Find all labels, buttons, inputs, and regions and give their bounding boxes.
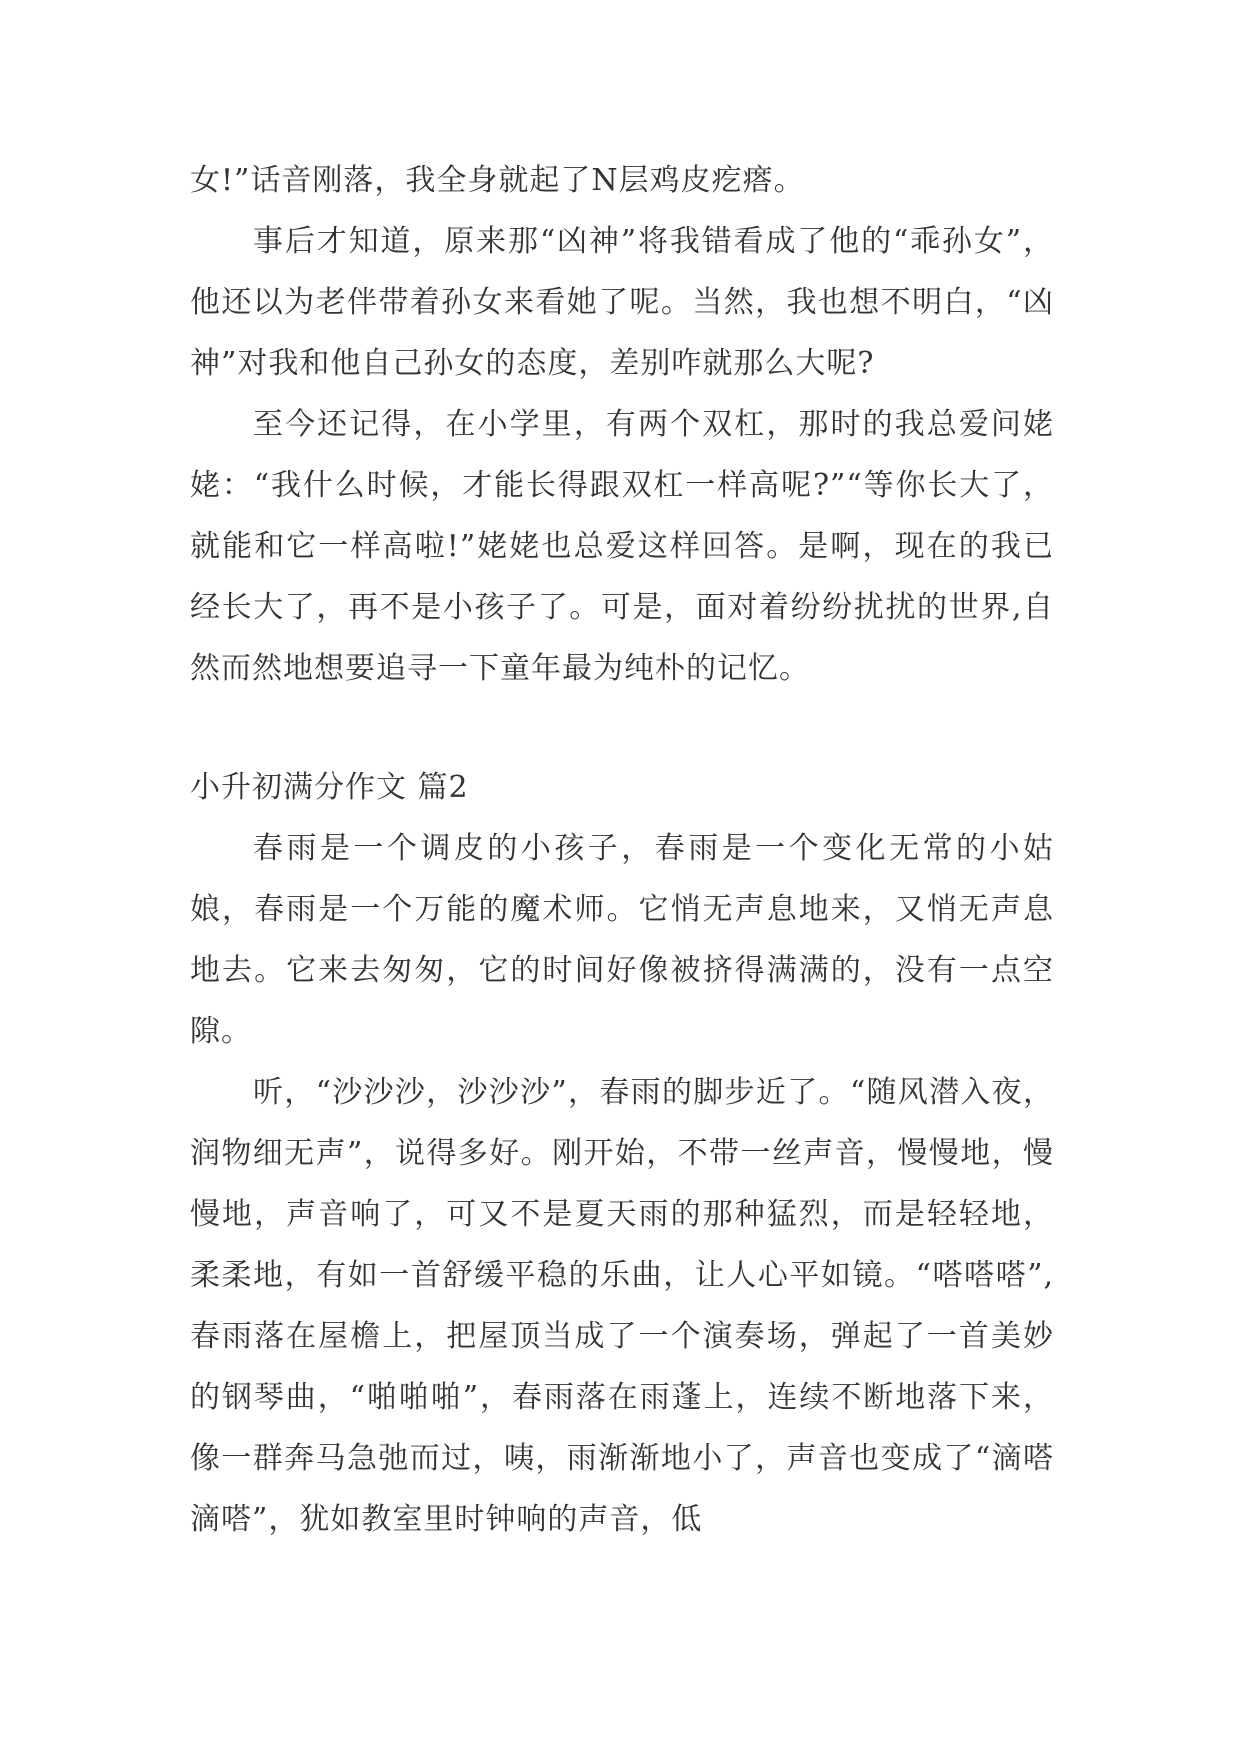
document-page: [190, 150, 1054, 1550]
section-heading: 小升初满分作文 篇2: [190, 770, 469, 805]
paragraph-mistaken-granddaughter: 事后才知道，原来那“凶神”将我错看成了他的“乖孙女”，他还以为老伴带着孙女来看她了呢。当然，我也想不明白，“凶神”对我和他自己孙女的态度，差别咋就那么大呢?: [190, 224, 1054, 381]
paragraph-spring-rain-sound: 听，“沙沙沙，沙沙沙”，春雨的脚步近了。“随风潜入夜，润物细无声”，说得多好。刚开始，不带一丝声音，慢慢地，慢慢地，声音响了，可又不是夏天雨的那种猛烈，而是轻轻地，柔柔地，有如一首舒缓平稳的乐曲，让人心平如镜。“嗒嗒嗒”,春雨落在屋檐上，把屋顶当成了一个演奏场，弹起了一首美妙的钢琴曲，“啪啪啪”，春雨落在雨蓬上，连续不断地落下来，像一群奔马急弛而过，咦，雨渐渐地小了，声音也变成了“滴嗒滴嗒”，犹如教室里时钟响的声音，低: [190, 1075, 1054, 1537]
paragraph-parallel-bars: 至今还记得，在小学里，有两个双杠，那时的我总爱问姥姥：“我什么时候，才能长得跟双杠一样高呢?”“等你长大了，就能和它一样高啦!”姥姥也总爱这样回答。是啊，现在的我已经长大了，再不是小孩子了。可是，面对着纷纷扰扰的世界,自然而然地想要追寻一下童年最为纯朴的记忆。: [190, 407, 1054, 686]
paragraph-continuation: 女!”话音刚落，我全身就起了N层鸡皮疙瘩。: [190, 163, 805, 198]
paragraph-spring-rain-intro: 春雨是一个调皮的小孩子，春雨是一个变化无常的小姑娘，春雨是一个万能的魔术师。它悄无声息地来，又悄无声息地去。它来去匆匆，它的时间好像被挤得满满的，没有一点空隙。: [190, 831, 1054, 1049]
